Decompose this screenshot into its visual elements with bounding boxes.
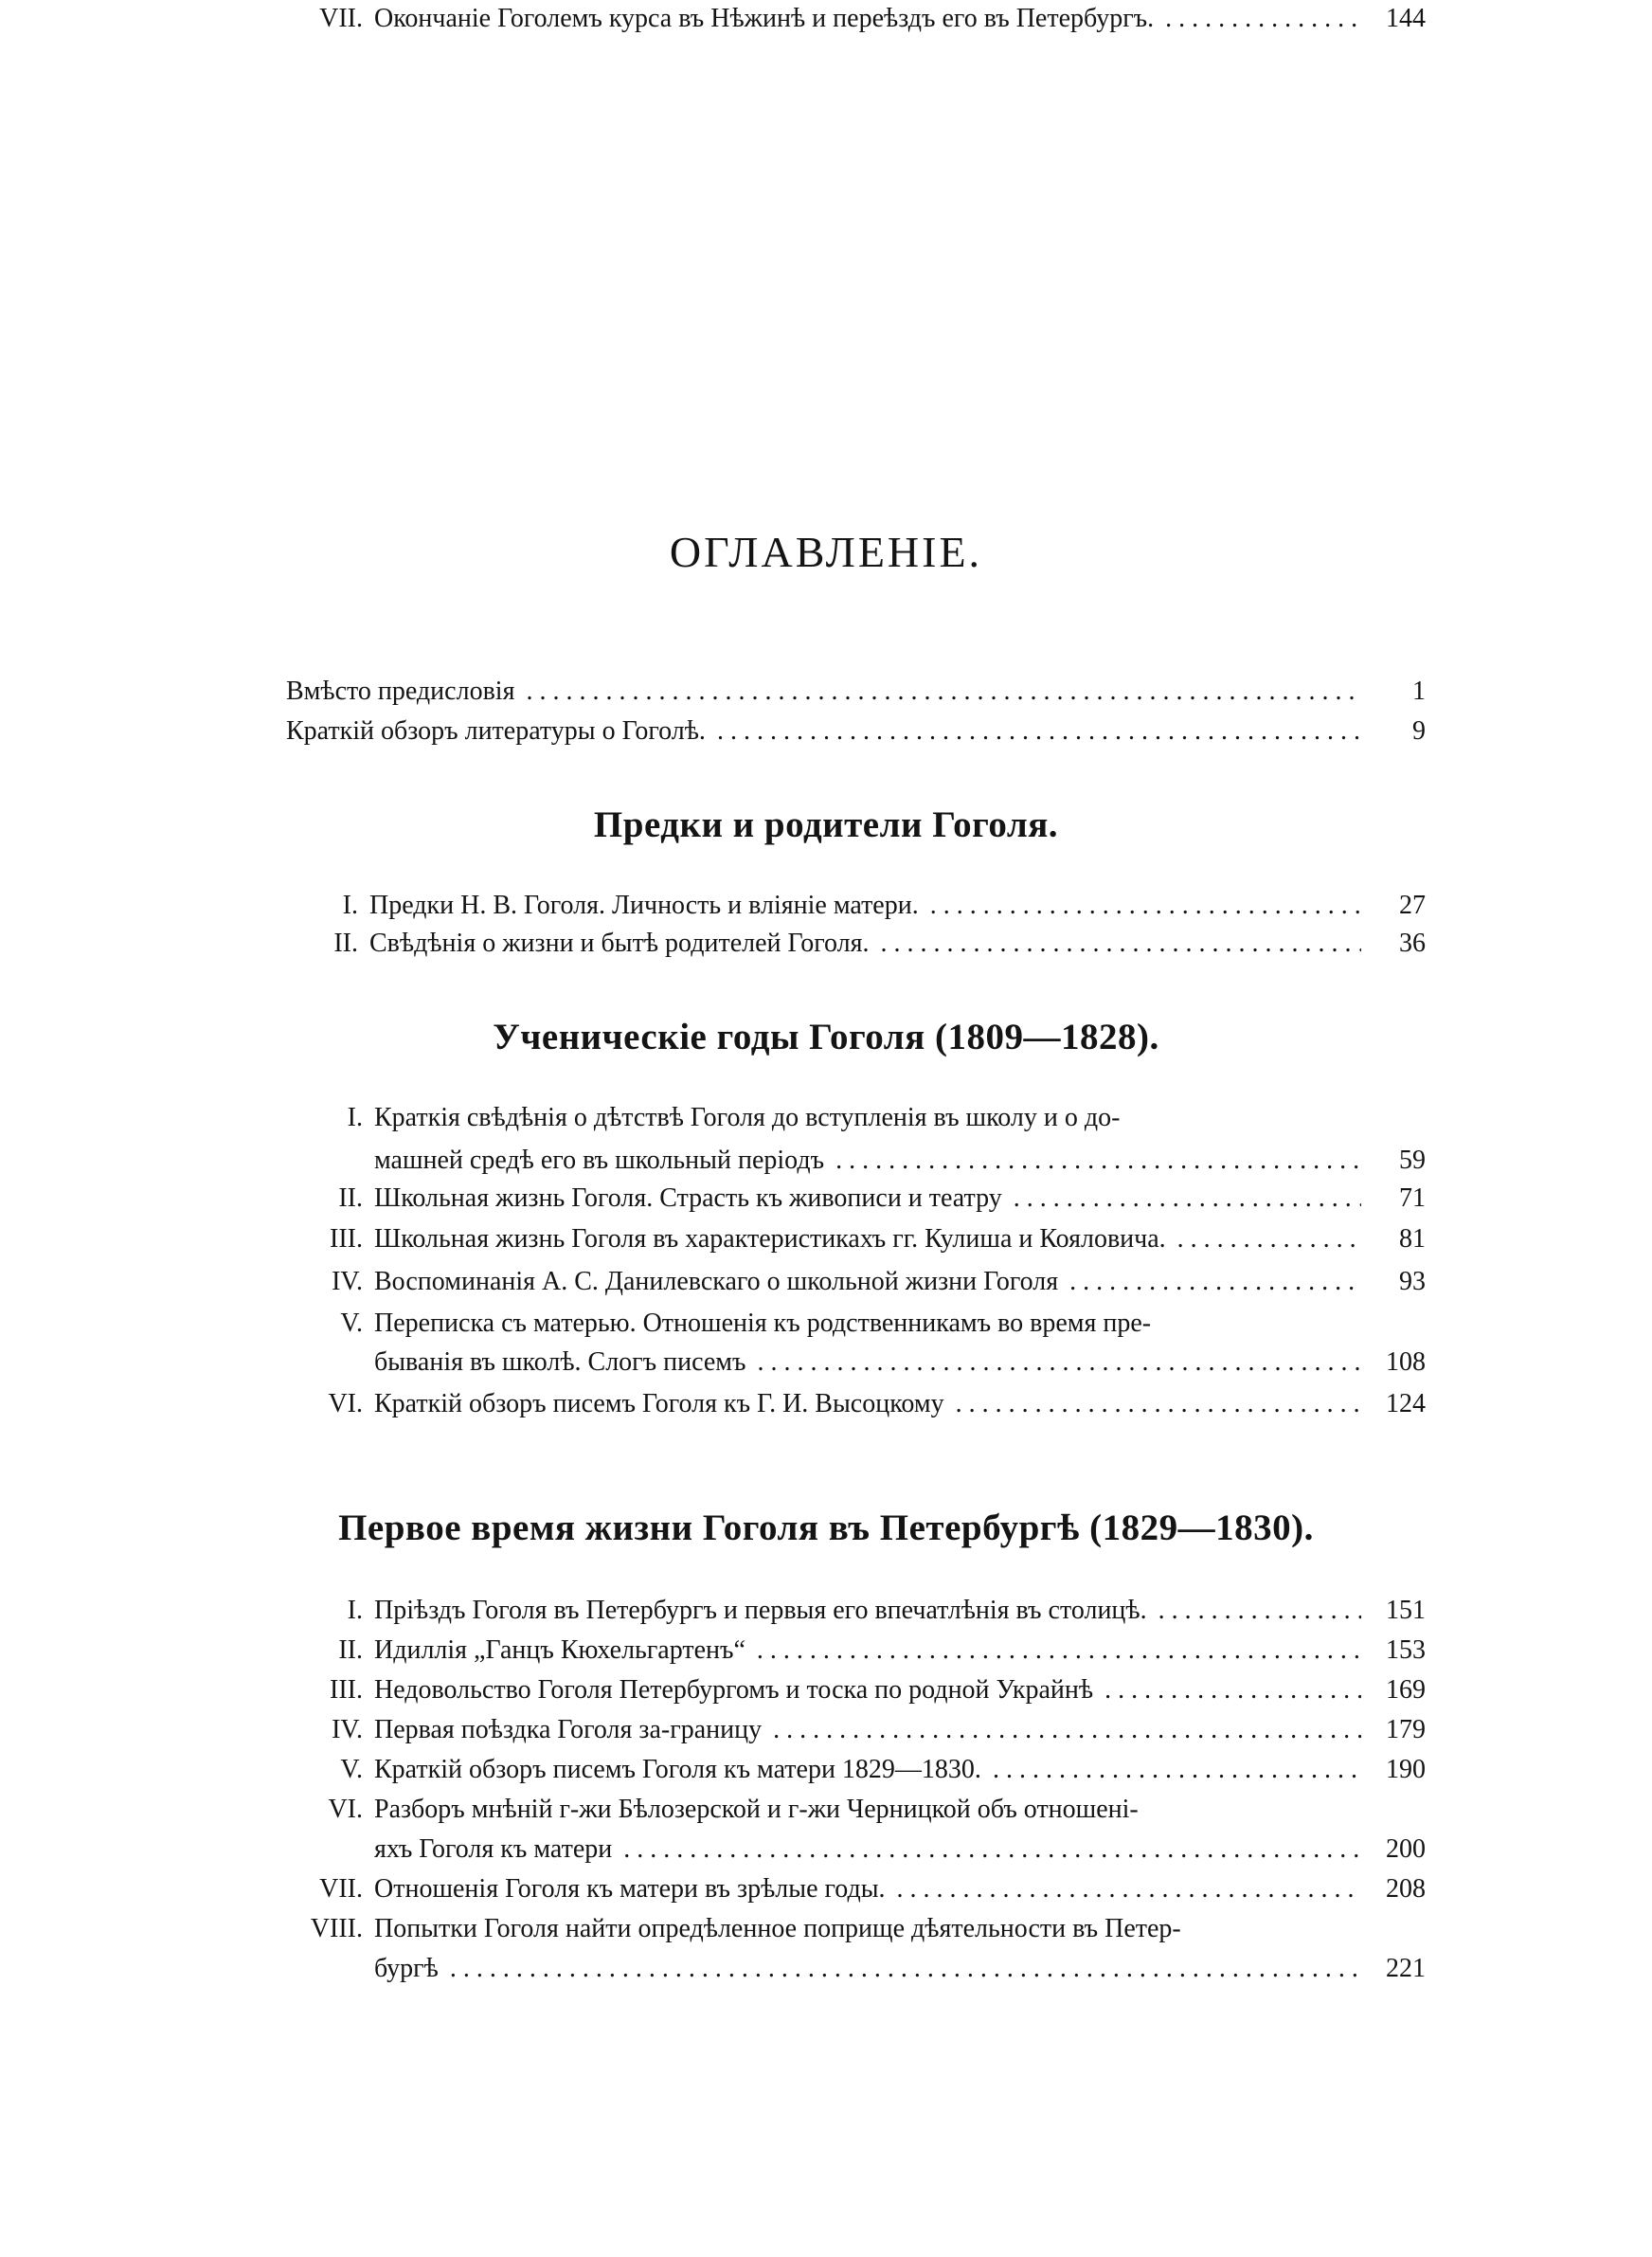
entry-title: Отношенія Гоголя къ матери въ зрѣлые годы. (374, 1874, 886, 1904)
entry-number: III. (330, 1675, 363, 1705)
entry-title: Краткій обзоръ писемъ Гоголя къ матери 1829—1830. (374, 1755, 981, 1784)
entry-page: 124 (1386, 1389, 1426, 1418)
entry-page: 153 (1386, 1635, 1426, 1665)
entry-page: 208 (1386, 1874, 1426, 1904)
entry-number: I. (347, 1103, 363, 1132)
entry-number: II. (338, 1635, 363, 1665)
section-heading: Предки и родители Гоголя. (593, 804, 1059, 845)
toc-entry (328, 1791, 1426, 1829)
entry-page: 108 (1386, 1347, 1426, 1377)
toc-entry (330, 1220, 1426, 1258)
leader-dots (745, 1632, 1361, 1670)
entry-title: Недовольство Гоголя Петербургомъ и тоска по родной Украйнѣ (374, 1675, 1094, 1705)
entry-number: VI. (328, 1795, 363, 1824)
entry-title: Окончаніе Гоголемъ курса въ Нѣжинѣ и переѣздъ его въ Петербургъ. (374, 4, 1155, 33)
entry-number: VIII. (310, 1914, 363, 1943)
entry-title: машней средѣ его въ школьный періодъ (374, 1146, 825, 1175)
entry-page: 151 (1386, 1596, 1426, 1625)
leader-dots (1154, 0, 1361, 38)
leader-dots (1147, 1592, 1361, 1630)
section-heading: Первое время жизни Гоголя въ Петербургѣ (1829—1830). (338, 1508, 1314, 1548)
entry-title: Попытки Гоголя найти опредѣленное поприще дѣятельности въ Петер- (374, 1914, 1181, 1943)
toc-entry (330, 1671, 1426, 1709)
entry-number: VI. (328, 1389, 363, 1418)
entry-title: Свѣдѣнія о жизни и бытѣ родителей Гоголя. (369, 929, 870, 958)
entry-title: Пріѣздъ Гоголя въ Петербургъ и первыя его впечатлѣнія въ столицѣ. (374, 1596, 1147, 1625)
leader-dots (870, 925, 1361, 963)
leader-dots (886, 1870, 1361, 1908)
entry-title: Краткій обзоръ литературы о Гоголѣ. (286, 716, 706, 746)
section-heading: Ученическіе годы Гоголя (1809—1828). (493, 1017, 1159, 1057)
entry-page: 36 (1399, 929, 1426, 958)
entry-page: 179 (1386, 1715, 1426, 1744)
leader-dots (706, 713, 1361, 750)
entry-title: бургѣ (374, 1954, 439, 1983)
toc-entry (338, 1632, 1426, 1670)
entry-number: VII. (319, 4, 363, 33)
toc-entry (374, 1344, 1426, 1381)
leader-dots (981, 1751, 1361, 1789)
entry-title: Первая поѣздка Гоголя за-границу (374, 1715, 763, 1744)
toc-entry (333, 925, 1426, 963)
entry-title: Переписка съ матерью. Отношенія къ родственникамъ во время пре- (374, 1309, 1152, 1338)
leader-dots (746, 1344, 1361, 1381)
leader-dots (919, 887, 1361, 925)
entry-page: 169 (1386, 1675, 1426, 1705)
entry-title: Вмѣсто предисловія (286, 677, 515, 706)
entry-page: 59 (1399, 1146, 1426, 1175)
toc-entry (342, 887, 1426, 925)
entry-number: V. (340, 1755, 363, 1784)
entry-title: Разборъ мнѣній г-жи Бѣлозерской и г-жи Черницкой объ отношені- (374, 1795, 1139, 1824)
toc-entry (338, 1180, 1426, 1218)
toc-entry (340, 1305, 1426, 1343)
entry-number: II. (333, 929, 358, 958)
entry-title: Краткія свѣдѣнія о дѣтствѣ Гоголя до вступленія въ школу и о до- (374, 1103, 1121, 1132)
toc-entry (374, 1142, 1426, 1180)
entry-page: 221 (1386, 1954, 1426, 1983)
entry-title: Школьная жизнь Гоголя въ характеристикахъ гг. Кулиша и Кояловича. (374, 1224, 1166, 1254)
entry-page: 190 (1386, 1755, 1426, 1784)
toc-entry (374, 1950, 1426, 1988)
leader-dots (762, 1711, 1361, 1749)
entry-page: 71 (1399, 1183, 1426, 1213)
entry-number: V. (340, 1309, 363, 1338)
toc-entry (286, 713, 1426, 750)
entry-number: I. (342, 891, 358, 920)
entry-number: IV. (332, 1267, 363, 1296)
leader-dots (612, 1831, 1361, 1869)
leader-dots (824, 1142, 1361, 1180)
entry-title: Школьная жизнь Гоголя. Страсть къ живописи и театру (374, 1183, 1002, 1213)
toc-entry (332, 1711, 1426, 1749)
entry-number: IV. (332, 1715, 363, 1744)
toc-entry (347, 1099, 1426, 1137)
toc-entry (319, 0, 1426, 38)
toc-entry (286, 673, 1426, 711)
leader-dots (1002, 1180, 1361, 1218)
entry-page: 1 (1412, 677, 1426, 706)
leader-dots (1058, 1263, 1361, 1301)
entry-number: VII. (319, 1874, 363, 1904)
toc-entry (332, 1263, 1426, 1301)
toc-entry (347, 1592, 1426, 1630)
entry-title: яхъ Гоголя къ матери (374, 1834, 613, 1864)
entry-title: Воспоминанія А. С. Данилевскаго о школьной жизни Гоголя (374, 1267, 1059, 1296)
page-title: ОГЛАВЛЕНІЕ. (669, 528, 983, 576)
entry-number: III. (330, 1224, 363, 1254)
entry-page: 200 (1386, 1834, 1426, 1864)
entry-title: Краткій обзоръ писемъ Гоголя къ Г. И. Высоцкому (374, 1389, 944, 1418)
leader-dots (1093, 1671, 1361, 1709)
entry-page: 144 (1386, 4, 1426, 33)
entry-number: II. (338, 1183, 363, 1213)
leader-dots (514, 673, 1361, 711)
entry-page: 9 (1412, 716, 1426, 746)
leader-dots (439, 1950, 1361, 1988)
entry-number: I. (347, 1596, 363, 1625)
entry-page: 81 (1399, 1224, 1426, 1254)
leader-dots (1166, 1220, 1361, 1258)
entry-title: Идиллія „Ганцъ Кюхельгартенъ“ (374, 1635, 745, 1665)
entry-page: 27 (1399, 891, 1426, 920)
toc-entry (374, 1831, 1426, 1869)
entry-title: быванія въ школѣ. Слогъ писемъ (374, 1347, 746, 1377)
toc-entry (340, 1751, 1426, 1789)
toc-entry (319, 1870, 1426, 1908)
entry-page: 93 (1399, 1267, 1426, 1296)
leader-dots (944, 1385, 1361, 1423)
toc-entry (310, 1910, 1426, 1948)
entry-title: Предки Н. В. Гоголя. Личность и вліяніе матери. (369, 891, 919, 920)
toc-entry (328, 1385, 1426, 1423)
